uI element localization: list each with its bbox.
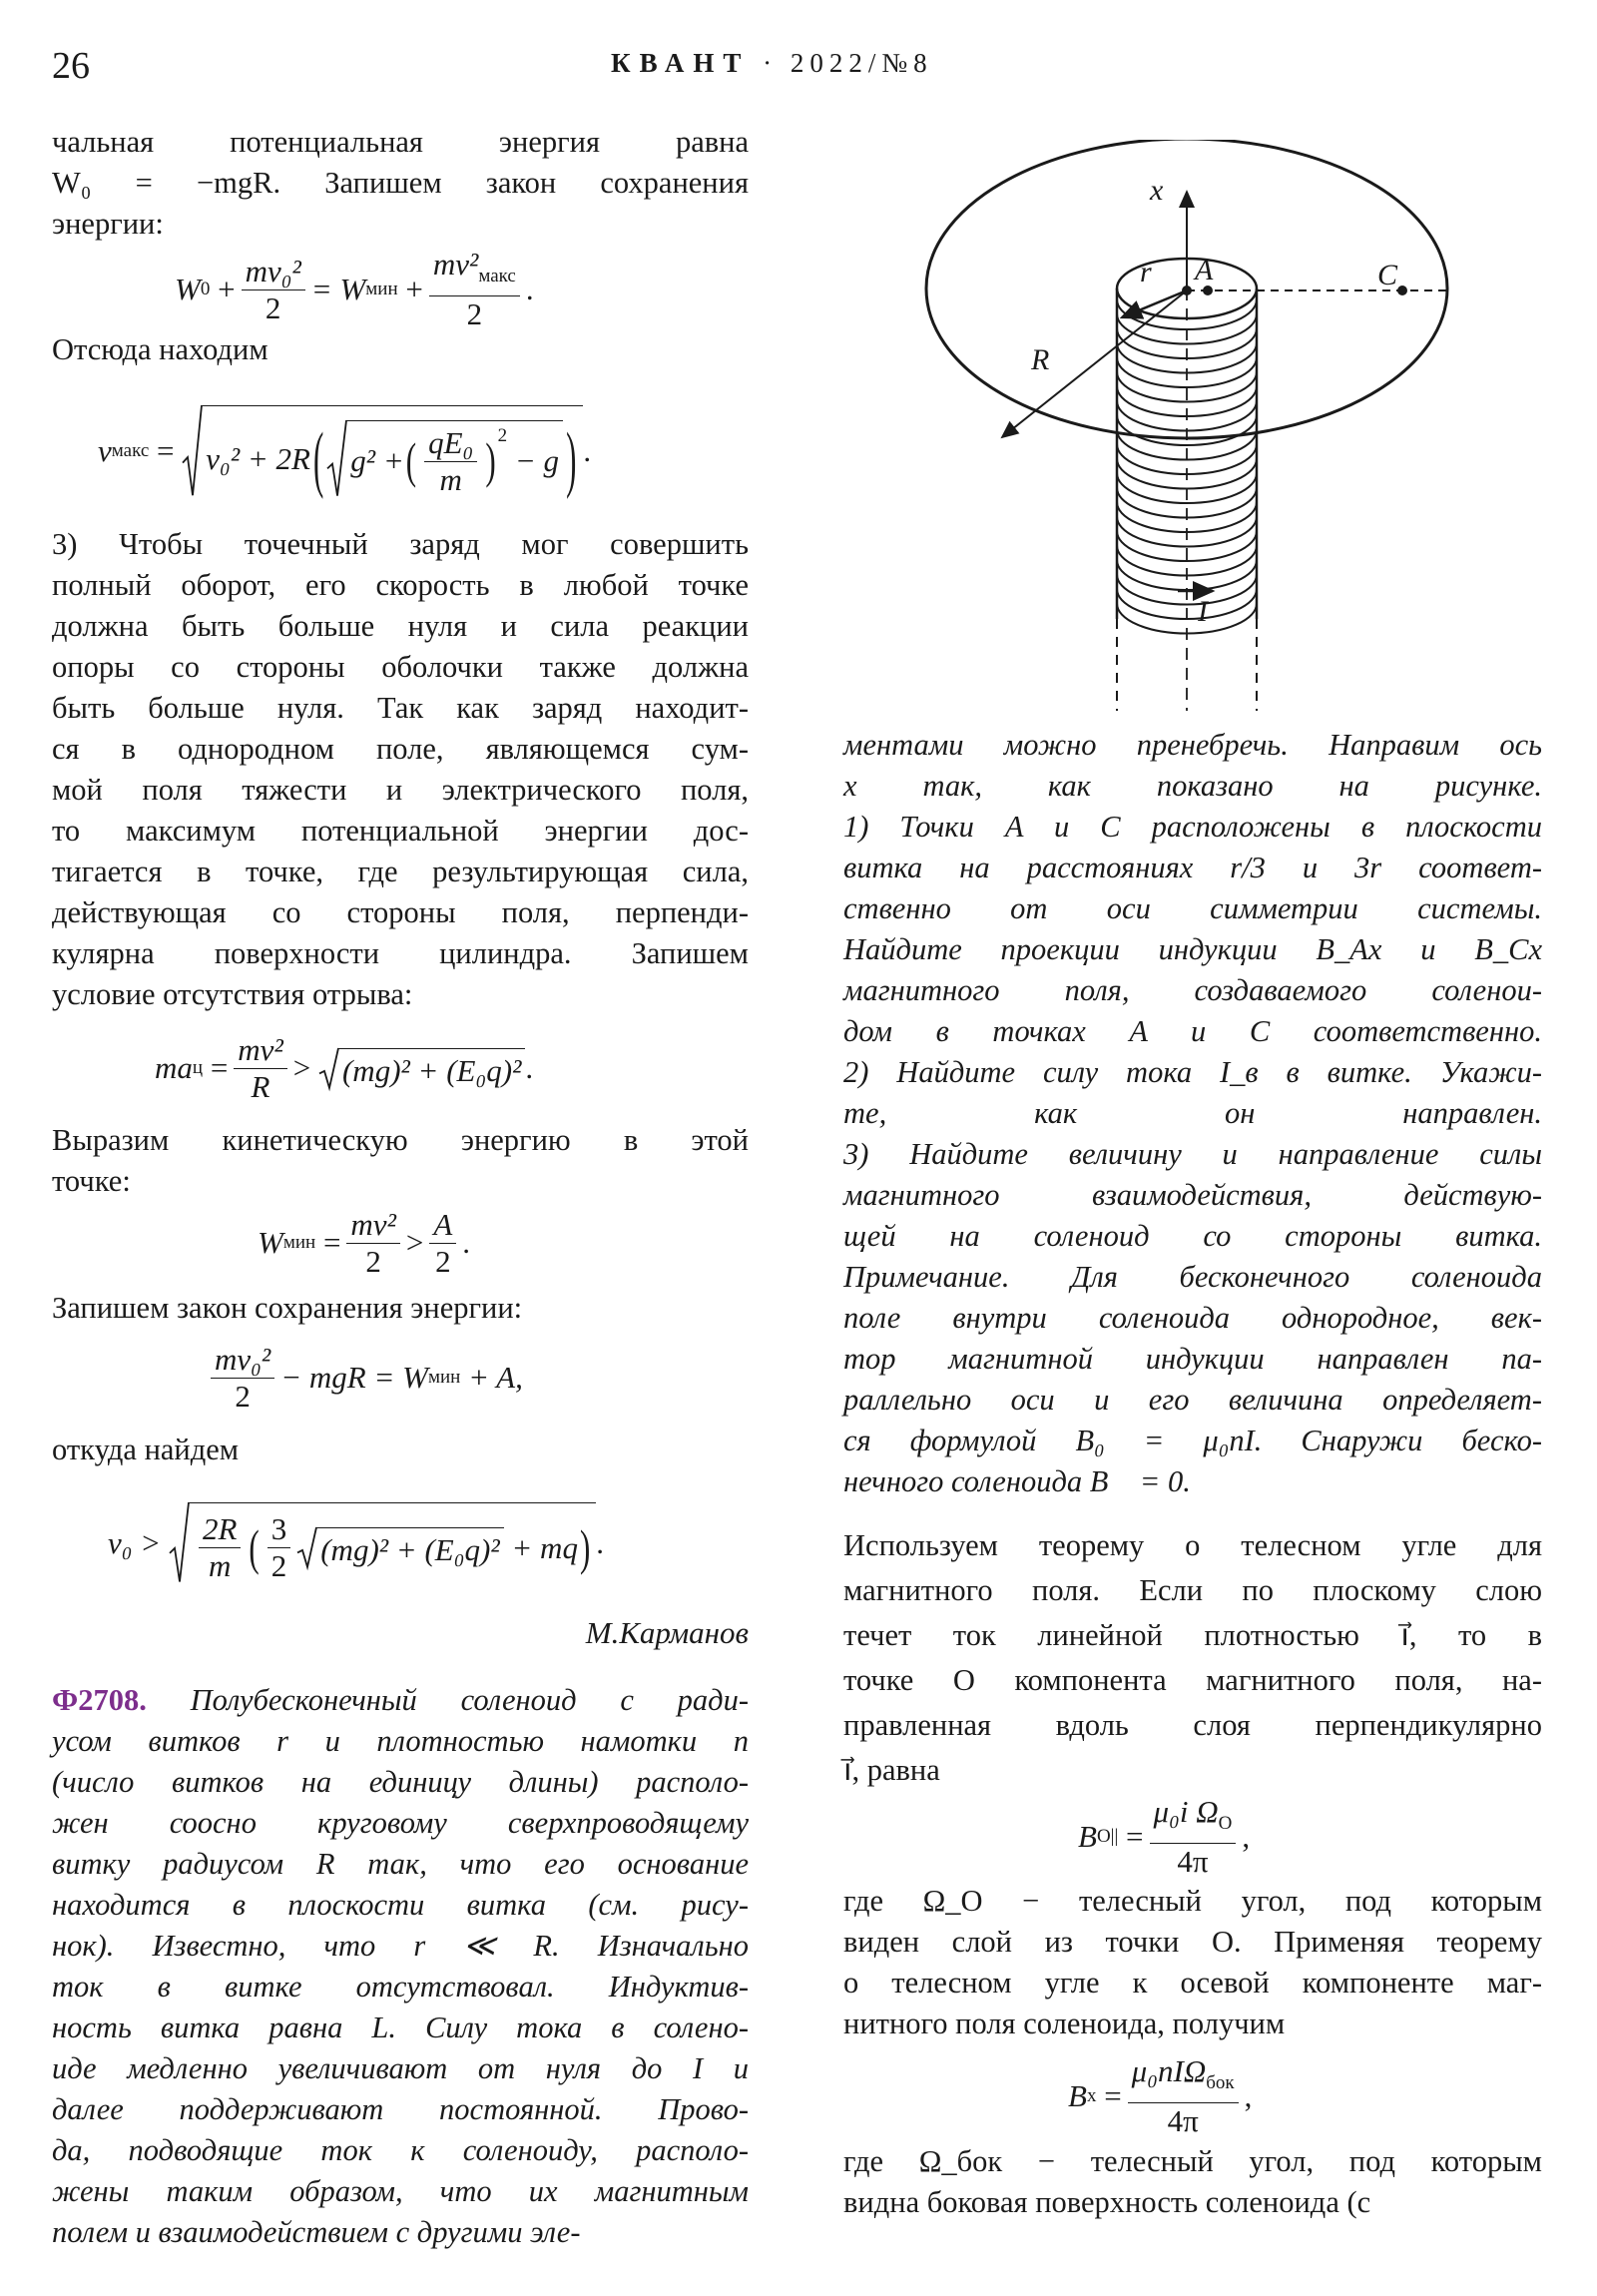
formula-energy-conservation: W 0 + $\frac{\text{mv₀²}}{2}$ = W мин + $\frac{mv^2_{макс}}{2}$ . [175,250,534,329]
radical-sign [326,420,346,498]
text-line: условие отсутствия отрыва: [52,977,413,1011]
problem-first-line: Ф2708. Полубесконечный соленоид с ради- [52,1683,750,1717]
text-line: ся в однородном поле, являющемся сум- [52,732,749,766]
text-line: W₀ = −mgR. Запишем закон сохранения [52,166,749,200]
text-line: мой поля тяжести и электрического поля, [52,773,749,807]
page-number: 26 [52,45,90,87]
paragraph-full-revolution [52,524,749,1015]
paragraph-hence [52,329,749,370]
text-line: далее поддерживают постоянной. Прово- [52,2092,749,2126]
text-line: нитного поля соленоида, получим [843,2007,1286,2040]
text-line: видна боковая поверхность соленоида (с [843,2185,1371,2219]
text-line: ность витка равна L. Силу тока в солено- [52,2010,749,2044]
text-line: ментами можно пренебречь. Направим ось [843,728,1542,762]
formula-no-detachment: ma ц = $\frac{\text{mv²}}{R}$ > (mg)² + (E₀q)² . [155,1031,534,1104]
paragraph-omega [843,1881,1542,2044]
text-line: точке: [52,1164,131,1198]
text-line: тигается в точке, где результирующая сила, [52,855,749,888]
journal-title: КВАНТ [611,48,751,78]
text-line: ственно от оси симметрии системы. [843,891,1542,925]
text-line: дом в точках A и C соответственно. [843,1014,1542,1048]
text-line: нечного соленоида B⃗ = 0. [843,1464,1191,1498]
text-line: о телесном угле к осевой компоненте маг- [843,1966,1542,2000]
text-line: тор магнитной индукции направлен па- [843,1342,1542,1376]
point-center [1182,286,1192,295]
text-line: виден слой из точки O. Применяя теорему [843,1925,1542,1959]
text-line: магнитного поля, создаваемого соленои- [843,973,1542,1007]
text-line: Примечание. Для бесконечного соленоида [843,1260,1542,1294]
paragraph-solid-angle [843,1523,1542,1793]
text-line: поле внутри соленоида однородное, век- [843,1301,1542,1335]
text-line: да, подводящие ток к соленоиду, располо- [52,2133,749,2167]
radius-R-arrow [1002,290,1187,437]
issue-number: 2022/№8 [790,48,933,78]
point-C [1397,286,1407,295]
formula-b-parallel: B O|| = $\frac{\mu_0i \Omega_O}{4\pi}$ , [1078,1797,1250,1877]
text-line: x так, как показано на рисунке. [843,769,1542,803]
paragraph-lateral [843,2141,1542,2223]
text-line: кулярна поверхности цилиндра. Запишем [52,936,749,970]
text-line: Используем теорему о телесном угле для [843,1528,1542,1562]
text-line: действующая со стороны поля, перпенди- [52,895,749,929]
paragraph-kinetic [52,1120,749,1202]
text-line: 3) Найдите величину и направление силы [843,1137,1542,1171]
text-line: полем и взаимодействием с другими эле- [52,2215,581,2249]
problem-f2708 [52,1680,749,2253]
text-line: полный оборот, его скорость в любой точке [52,568,749,602]
paragraph-conservation [52,1288,749,1329]
text-line: раллельно оси и его величина определяет- [843,1383,1542,1417]
formula-v0: v₀ > $\frac{2R}{m}$ ( $\frac{3}{2}$ (mg)² + (E₀q)² + mq ) . [108,1487,604,1599]
author-signature: М.Карманов [585,1615,749,1650]
text-line: магнитного взаимодействия, действую- [843,1178,1542,1212]
formula-w-min: W мин = $\frac{\text{mv²}}{2}$ > $\frac{A}{2}$ . [258,1206,471,1279]
text-line: (число витков на единицу длины) располо- [52,1765,749,1799]
text-line: точке O компонента магнитного поля, на- [843,1663,1542,1697]
text-line: должна быть больше нуля и сила реакции [52,609,749,643]
problem-continuation [843,725,1542,1502]
text-line: где Ω_бок − телесный угол, под которым [843,2144,1542,2178]
paragraph-energy [52,122,749,245]
label-I: I [1198,595,1208,628]
text-line: витку радиусом R так, что его основание [52,1847,749,1881]
text-line: Выразим кинетическую энергию в этой [52,1123,749,1157]
text-line: Отсюда находим [52,332,268,366]
text-line: течет ток линейной плотностью i⃗, то в [843,1618,1542,1652]
formula-conservation-2: $\frac{\text{mv₀²}}{2}$ − mgR = W мин + A, [205,1338,523,1418]
text-line: где Ω_O − телесный угол, под которым [843,1884,1542,1918]
label-C: C [1377,259,1398,291]
text-line: жены таким образом, что их магнитным [52,2174,749,2208]
radical-sign [318,1048,338,1089]
text-line: откуда найдем [52,1433,240,1466]
label-A: A [1195,254,1214,287]
text-line: опоры со стороны оболочки также должна [52,650,749,684]
radical-sign [182,405,202,498]
text-line: 2) Найдите силу тока I_в в витке. Укажи- [843,1055,1542,1089]
problem-text [52,1721,749,2253]
radical-sign [169,1502,189,1584]
text-line: витка на расстояниях r/3 и 3r соответ- [843,851,1542,884]
text-line: то максимум потенциальной энергии дос- [52,814,749,848]
text-line: усом витков r и плотностью намотки n [52,1724,749,1758]
label-r: r [1140,256,1152,288]
text-line: магнитного поля. Если по плоскому слою [843,1573,1542,1607]
radical-sign [296,1527,316,1568]
formula-v-max: v макс = v₀² + 2R ( g² + ( $\frac{\text{qE₀}}{m}$ ) $^2$ − g ) . [98,383,591,519]
text-line: ся формулой B₀ = μ₀nI. Снаружи беско- [843,1424,1542,1457]
problem-number: Ф2708. [52,1683,147,1717]
text-line: щей на соленоид со стороны витка. [843,1219,1542,1253]
text-line: жен соосно круговому сверхпроводящему [52,1806,749,1840]
text-line: иде медленно увеличивают от нуля до I и [52,2051,749,2085]
text-line: ток в витке отсутствовал. Индуктив- [52,1970,749,2004]
header-separator: · [763,48,779,78]
text-line: находится в плоскости витка (см. рису- [52,1888,749,1922]
text-line: Найдите проекции индукции B_Ax и B_Cx [843,932,1542,966]
text-line: правленная вдоль слоя перпендикулярно [843,1708,1542,1742]
text-line: Запишем закон сохранения энергии: [52,1291,523,1325]
text-line: нок). Известно, что r ≪ R. Изначально [52,1929,749,1963]
label-R: R [1031,343,1050,376]
point-A [1203,286,1213,295]
text-line: 1) Точки A и C расположены в плоскости [843,810,1542,844]
paragraph-whence [52,1430,749,1470]
text-line: 3) Чтобы точечный заряд мог совершить [52,527,749,561]
solenoid-diagram [842,140,1553,711]
running-header [611,48,933,79]
text-line: те, как он направлен. [843,1096,1542,1130]
text-line: быть больше нуля. Так как заряд находит- [52,691,749,725]
label-x: x [1150,174,1164,207]
text-line: i⃗, равна [843,1753,940,1787]
formula-b-x: B x = $\frac{\mu_0nI\Omega_{бок}}{4\pi}$ , [1068,2056,1252,2136]
text-line: энергии: [52,207,164,241]
text-line: чальная потенциальная энергия равна [52,125,749,159]
